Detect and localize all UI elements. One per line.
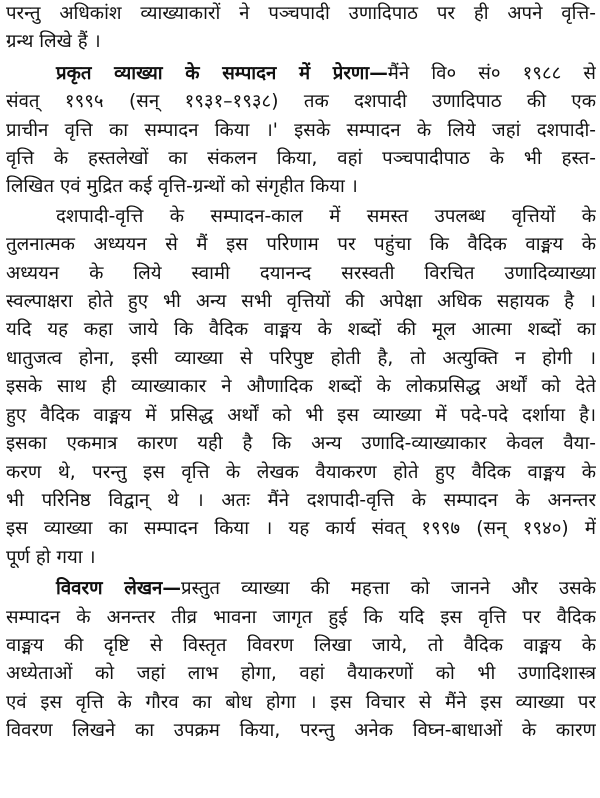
text-line: वृत्ति के हस्तलेखों का संकलन किया, वहां पञ्चपादीपाठ के भी हस्त- (6, 148, 596, 170)
text-line: धातुजत्व होना, इसी व्याख्या से परिपुष्ट होती है, तो अत्युक्ति न होगी । (6, 347, 596, 369)
text-line: दशपादी-वृत्ति के सम्पादन-काल में समस्त उपलब्ध वृत्तियों के (56, 205, 596, 227)
text-line (6, 575, 596, 603)
text-line (6, 60, 596, 88)
text-run: मैंने वि० सं० १९८८ से (387, 62, 596, 84)
text-line: अध्ययन के लिये स्वामी दयानन्द सरस्वती विरचित उणादिव्याख्या (6, 262, 596, 284)
text-run: प्रस्तुत व्याख्या की महत्ता को जानने और उसके (180, 578, 596, 600)
text-line: एवं इस वृत्ति के गौरव का बोध होगा । इस विचार से मैंने इस व्याख्या पर (6, 691, 596, 713)
text-line: करण थे, परन्तु इस वृत्ति के लेखक वैयाकरण होते हुए वैदिक वाङ्मय के (6, 461, 596, 483)
section-heading-prerana: प्रकृत व्याख्या के सम्पादन में प्रेरणा— (56, 62, 388, 84)
paragraph-dashapadi (6, 203, 596, 572)
text-line: इसके साथ ही व्याख्याकार ने औणादिक शब्दों के लोकप्रसिद्ध अर्थों को देते (6, 376, 596, 398)
text-line: सम्पादन के अनन्तर तीव्र भावना जागृत हुई कि यदि इस वृत्ति पर वैदिक (6, 606, 596, 628)
text-line: परन्तु अधिकांश व्याख्याकारों ने पञ्चपादी उणादिपाठ पर ही अपने वृत्ति- (6, 3, 596, 24)
text-line: इस व्याख्या का सम्पादन किया । यह कार्य संवत् १९९७ (सन् १९४०) में (6, 518, 596, 540)
text-line: भी परिनिष्ठ विद्वान् थे । अतः मैंने दशपादी-वृत्ति के सम्पादन के अनन्तर (6, 489, 596, 511)
paragraph-vivarana (6, 575, 596, 745)
text-line: संवत् १९९५ (सन् १९३१–१९३८) तक दशपादी उणादिपाठ की एक (6, 91, 596, 113)
text-line: इसका एकमात्र कारण यही है कि अन्य उणादि-व्याख्याकार केवल वैया- (6, 433, 596, 455)
text-line: यदि यह कहा जाये कि वैदिक वाङ्मय के शब्दों की मूल आत्मा शब्दों का (6, 319, 596, 341)
text-line: स्वल्पाक्षरा होते हुए भी अन्य सभी वृत्तियों की अपेक्षा अधिक सहायक है । (6, 291, 596, 313)
text-line: पूर्ण हो गया । (6, 546, 96, 568)
paragraph-intro (6, 0, 596, 57)
text-line: ग्रन्थ लिखे हैं । (6, 31, 101, 53)
section-heading-vivarana: विवरण लेखन— (56, 578, 181, 600)
text-line: लिखित एवं मुद्रित कई वृत्ति-ग्रन्थों को संगृहीत किया । (6, 176, 358, 198)
text-line: हुए वैदिक वाङ्मय में प्रसिद्ध अर्थों को भी इस व्याख्या में पदे-पदे दर्शाया है। (6, 404, 596, 426)
text-line: प्राचीन वृत्ति का सम्पादन किया ।' इसके सम्पादन के लिये जहां दशपादी- (6, 119, 596, 141)
text-line: विवरण लिखने का उपक्रम किया, परन्तु अनेक विघ्न-बाधाओं के कारण (6, 720, 596, 742)
paragraph-prerana (6, 60, 596, 202)
text-line: अध्येताओं को जहां लाभ होगा, वहां वैयाकरणों को भी उणादिशास्त्र (6, 663, 596, 685)
text-line: वाङ्मय की दृष्टि से विस्तृत विवरण लिखा जाये, तो वैदिक वाङ्मय के (6, 634, 596, 656)
text-line: तुलनात्मक अध्ययन से मैं इस परिणाम पर पहुंचा कि वैदिक वाङ्मय के (6, 234, 596, 256)
